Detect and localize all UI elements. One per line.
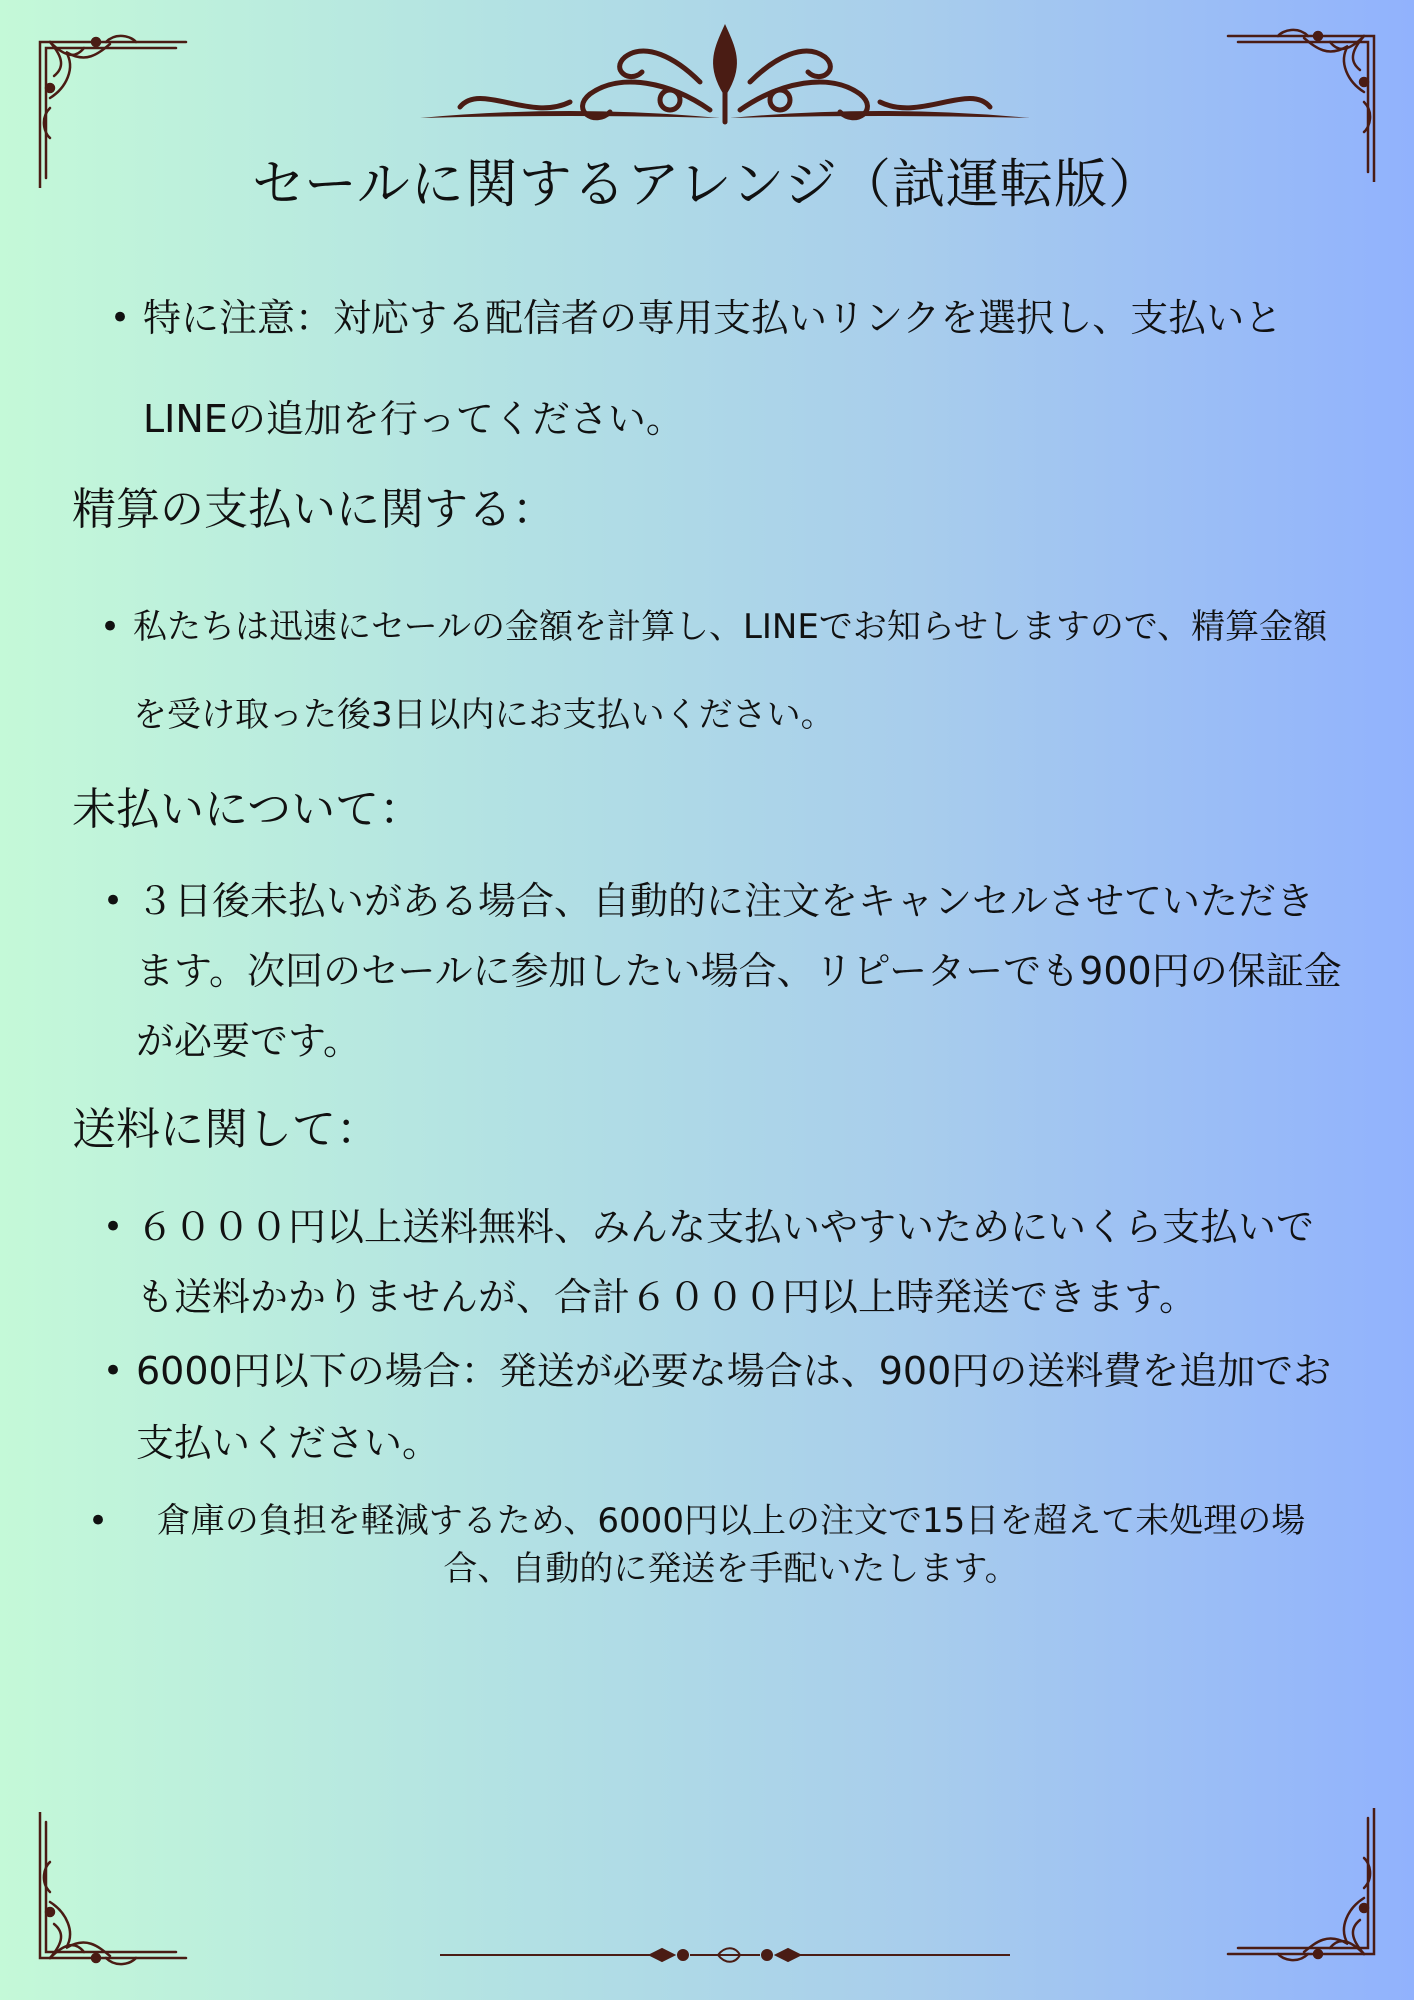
shipping-heading: 送料に関して：	[72, 1104, 380, 1155]
shipping-bullet-free: • ６０００円以上送料無料、みんな支払いやすいためにいくら支払いでも送料かかりませんが、合計６０００円以上時発送できます。	[136, 1192, 1346, 1332]
settlement-bullet: • 私たちは迅速にセールの金額を計算し、LINEでお知らせしますので、精算金額を受け取った後3日以内にお支払いください。	[133, 583, 1343, 759]
corner-ornament-bottom-left	[36, 1812, 196, 1972]
unpaid-heading: 未払いについて：	[72, 784, 424, 835]
page-title: セールに関するアレンジ（試運転版）	[251, 154, 1163, 215]
corner-ornament-bottom-right	[1218, 1808, 1378, 1968]
unpaid-bullet: • ３日後未払いがある場合、自動的に注文をキャンセルさせていただきます。次回のセールに参加したい場合、リピーターでも900円の保証金が必要です。	[136, 866, 1346, 1076]
shipping-bullet-auto: • 倉庫の負担を軽減するため、6000円以上の注文で15日を超えて未処理の場合、自動的に発送を手配いたします。	[136, 1497, 1326, 1593]
top-flourish-ornament	[420, 22, 1030, 127]
bottom-divider-ornament	[440, 1940, 1010, 1970]
shipping-bullet-fee: • 6000円以下の場合：発送が必要な場合は、900円の送料費を追加でお支払いください。	[136, 1335, 1346, 1479]
settlement-heading: 精算の支払いに関する：	[72, 484, 556, 535]
notice-bullet: • 特に注意：対応する配信者の専用支払いリンクを選択し、支払いとLINEの追加を行ってください。	[143, 268, 1343, 470]
